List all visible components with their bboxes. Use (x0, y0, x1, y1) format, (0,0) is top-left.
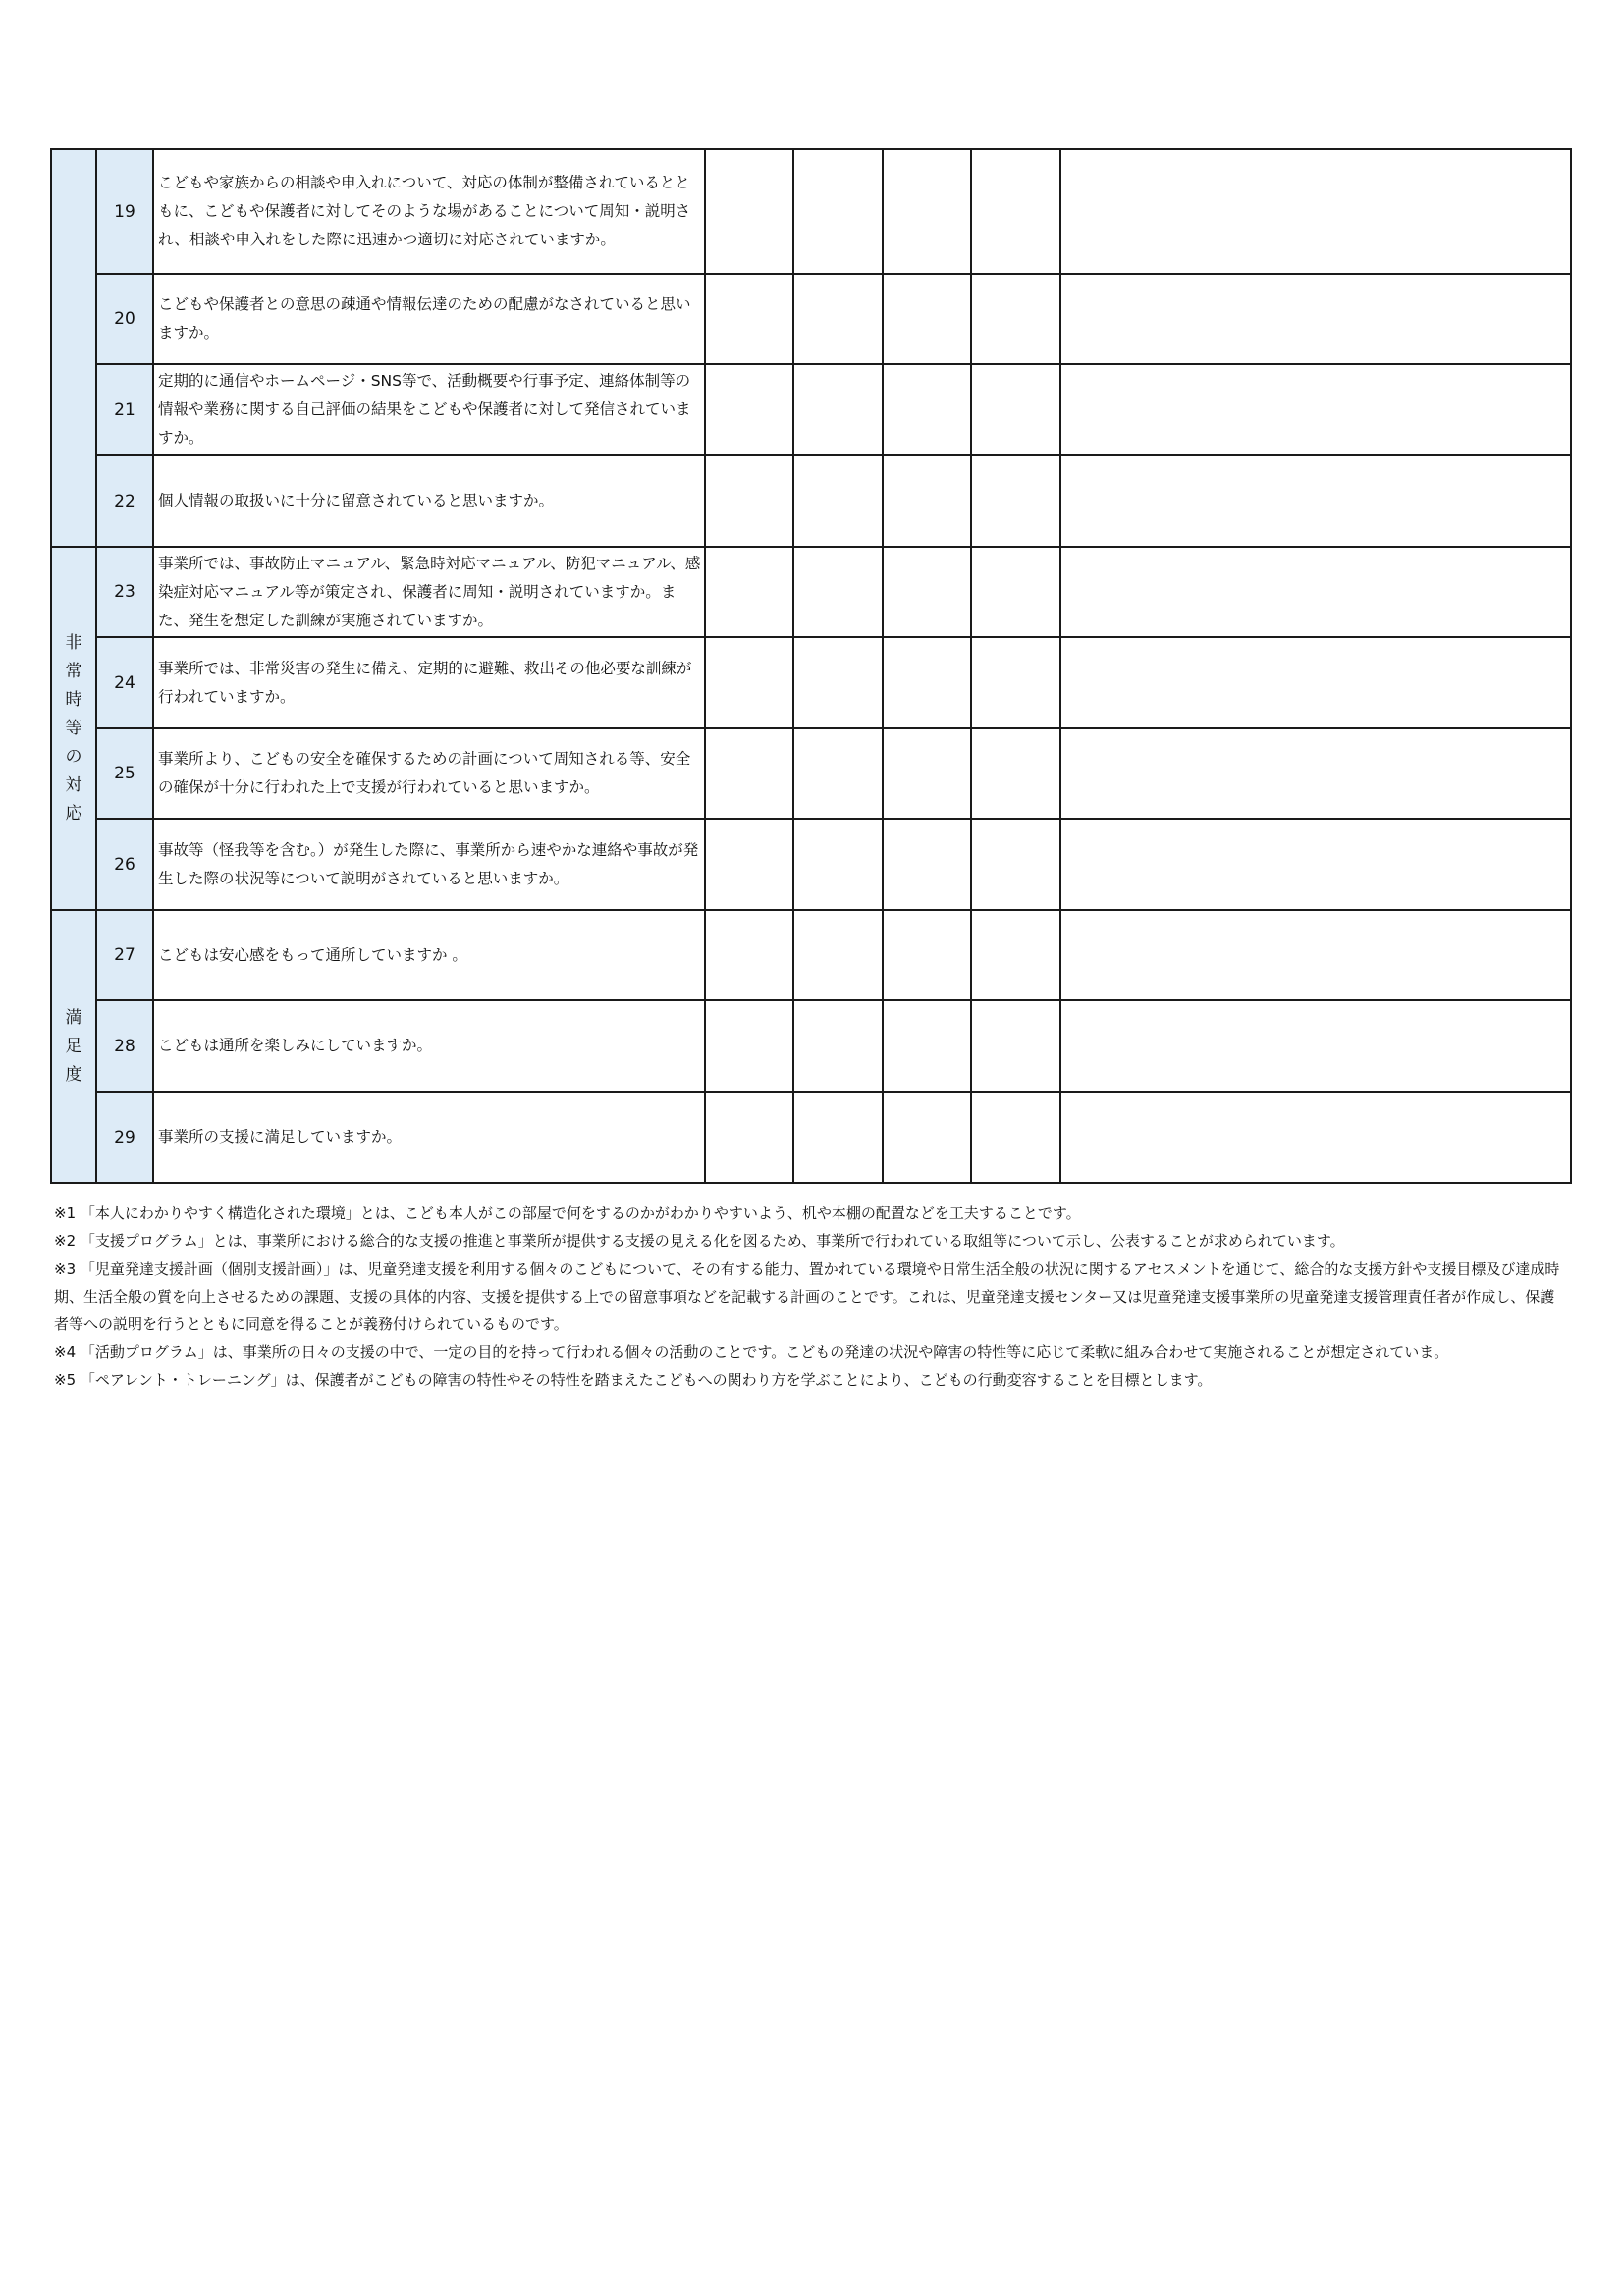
answer-cell[interactable] (793, 547, 883, 637)
question-number: 27 (96, 910, 153, 1000)
question-text: こどもや家族からの相談や申入れについて、対応の体制が整備されているとともに、こどもや保護者に対してそのような場があることについて周知・説明され、相談や申入れをした際に迅速かつ適切に対応されていますか。 (153, 149, 705, 274)
answer-cell[interactable] (971, 819, 1060, 910)
answer-cell[interactable] (793, 1000, 883, 1092)
answer-cell[interactable] (971, 455, 1060, 547)
answer-cell[interactable] (883, 728, 971, 819)
answer-cell[interactable] (705, 547, 793, 637)
question-number: 26 (96, 819, 153, 910)
footnote: ※4 「活動プログラム」は、事業所の日々の支援の中で、一定の目的を持って行われる個々の活動のことです。こどもの発達の状況や障害の特性等に応じて柔軟に組み合わせて実施されることが想定されていま。 (54, 1343, 1449, 1362)
question-number: 29 (96, 1092, 153, 1183)
answer-cell[interactable] (705, 364, 793, 455)
question-text: 個人情報の取扱いに十分に留意されていると思いますか。 (153, 455, 705, 547)
survey-table (50, 148, 1572, 1184)
comment-cell[interactable] (1060, 274, 1571, 364)
answer-cell[interactable] (971, 637, 1060, 728)
table-row (51, 149, 1571, 274)
answer-cell[interactable] (793, 910, 883, 1000)
footnote: ※2 「支援プログラム」とは、事業所における総合的な支援の推進と事業所が提供する支援の見える化を図るため、事業所で行われている取組等について示し、公表することが求められています。 (54, 1232, 1345, 1251)
answer-cell[interactable] (971, 547, 1060, 637)
answer-cell[interactable] (793, 1092, 883, 1183)
category-cell-continued (51, 149, 96, 547)
answer-cell[interactable] (793, 364, 883, 455)
question-text: 事業所では、非常災害の発生に備え、定期的に避難、救出その他必要な訓練が行われていますか。 (153, 637, 705, 728)
answer-cell[interactable] (705, 1000, 793, 1092)
answer-cell[interactable] (705, 910, 793, 1000)
question-text: 事故等（怪我等を含む。）が発生した際に、事業所から速やかな連絡や事故が発生した際の状況等について説明がされていると思いますか。 (153, 819, 705, 910)
question-text: こどもや保護者との意思の疎通や情報伝達のための配慮がなされていると思いますか。 (153, 274, 705, 364)
answer-cell[interactable] (971, 1092, 1060, 1183)
question-text: こどもは通所を楽しみにしていますか。 (153, 1000, 705, 1092)
comment-cell[interactable] (1060, 364, 1571, 455)
answer-cell[interactable] (971, 910, 1060, 1000)
answer-cell[interactable] (883, 455, 971, 547)
answer-cell[interactable] (971, 364, 1060, 455)
answer-cell[interactable] (705, 1092, 793, 1183)
question-number: 20 (96, 274, 153, 364)
footnotes (54, 1200, 1566, 1394)
table-row (51, 910, 1571, 1000)
answer-cell[interactable] (793, 455, 883, 547)
answer-cell[interactable] (793, 728, 883, 819)
answer-cell[interactable] (883, 1000, 971, 1092)
question-text: こどもは安心感をもって通所していますか 。 (153, 910, 705, 1000)
question-text: 定期的に通信やホームページ・SNS等で、活動概要や行事予定、連絡体制等の情報や業務に関する自己評価の結果をこどもや保護者に対して発信されていますか。 (153, 364, 705, 455)
table-row (51, 1000, 1571, 1092)
answer-cell[interactable] (705, 149, 793, 274)
table-row (51, 274, 1571, 364)
question-text: 事業所の支援に満足していますか。 (153, 1092, 705, 1183)
answer-cell[interactable] (971, 1000, 1060, 1092)
comment-cell[interactable] (1060, 547, 1571, 637)
table-row (51, 455, 1571, 547)
answer-cell[interactable] (705, 728, 793, 819)
answer-cell[interactable] (793, 149, 883, 274)
comment-cell[interactable] (1060, 149, 1571, 274)
comment-cell[interactable] (1060, 728, 1571, 819)
question-number: 24 (96, 637, 153, 728)
table-row (51, 637, 1571, 728)
answer-cell[interactable] (883, 1092, 971, 1183)
question-number: 23 (96, 547, 153, 637)
comment-cell[interactable] (1060, 1000, 1571, 1092)
answer-cell[interactable] (883, 910, 971, 1000)
footnote: ※5 「ペアレント・トレーニング」は、保護者がこどもの障害の特性やその特性を踏まえたこどもへの関わり方を学ぶことにより、こどもの行動変容することを目標とします。 (54, 1370, 1213, 1389)
answer-cell[interactable] (883, 547, 971, 637)
answer-cell[interactable] (793, 819, 883, 910)
answer-cell[interactable] (883, 637, 971, 728)
table-row (51, 364, 1571, 455)
question-number: 22 (96, 455, 153, 547)
footnote: ※1 「本人にわかりやすく構造化された環境」とは、こども本人がこの部屋で何をするのかがわかりやすいよう、机や本棚の配置などを工夫することです。 (54, 1204, 1081, 1222)
category-emergency: 非常時等の対応 (51, 547, 96, 910)
comment-cell[interactable] (1060, 1092, 1571, 1183)
answer-cell[interactable] (971, 728, 1060, 819)
question-text: 事業所では、事故防止マニュアル、緊急時対応マニュアル、防犯マニュアル、感染症対応マニュアル等が策定され、保護者に周知・説明されていますか。また、発生を想定した訓練が実施されていますか。 (153, 547, 705, 637)
comment-cell[interactable] (1060, 637, 1571, 728)
category-satisfaction: 満足度 (51, 910, 96, 1183)
answer-cell[interactable] (883, 364, 971, 455)
answer-cell[interactable] (883, 819, 971, 910)
question-text: 事業所より、こどもの安全を確保するための計画について周知される等、安全の確保が十分に行われた上で支援が行われていると思いますか。 (153, 728, 705, 819)
question-number: 19 (96, 149, 153, 274)
question-number: 28 (96, 1000, 153, 1092)
comment-cell[interactable] (1060, 455, 1571, 547)
table-row (51, 819, 1571, 910)
table-row (51, 1092, 1571, 1183)
answer-cell[interactable] (705, 455, 793, 547)
answer-cell[interactable] (705, 819, 793, 910)
table-row (51, 728, 1571, 819)
answer-cell[interactable] (705, 637, 793, 728)
answer-cell[interactable] (793, 637, 883, 728)
table-row (51, 547, 1571, 637)
answer-cell[interactable] (971, 149, 1060, 274)
answer-cell[interactable] (883, 274, 971, 364)
answer-cell[interactable] (971, 274, 1060, 364)
comment-cell[interactable] (1060, 819, 1571, 910)
question-number: 21 (96, 364, 153, 455)
comment-cell[interactable] (1060, 910, 1571, 1000)
answer-cell[interactable] (883, 149, 971, 274)
question-number: 25 (96, 728, 153, 819)
answer-cell[interactable] (793, 274, 883, 364)
footnote: ※3 「児童発達支援計画（個別支援計画）」は、児童発達支援を利用する個々のこどもについて、その有する能力、置かれている環境や日常生活全般の状況に関するアセスメントを通じて、総合的な支援方針や支援目標及び達成時期、生活全般の質を向上させるための課題、支援の具体的内容、支援を提供する上での留意事項などを記載する計画のことです。これは、児童発達支援センター又は児童発達支援事業所の児童発達支援管理責任者が作成し、保護者等への説明を行うとともに同意を得ることが義務付けられているものです。 (54, 1259, 1560, 1334)
answer-cell[interactable] (705, 274, 793, 364)
